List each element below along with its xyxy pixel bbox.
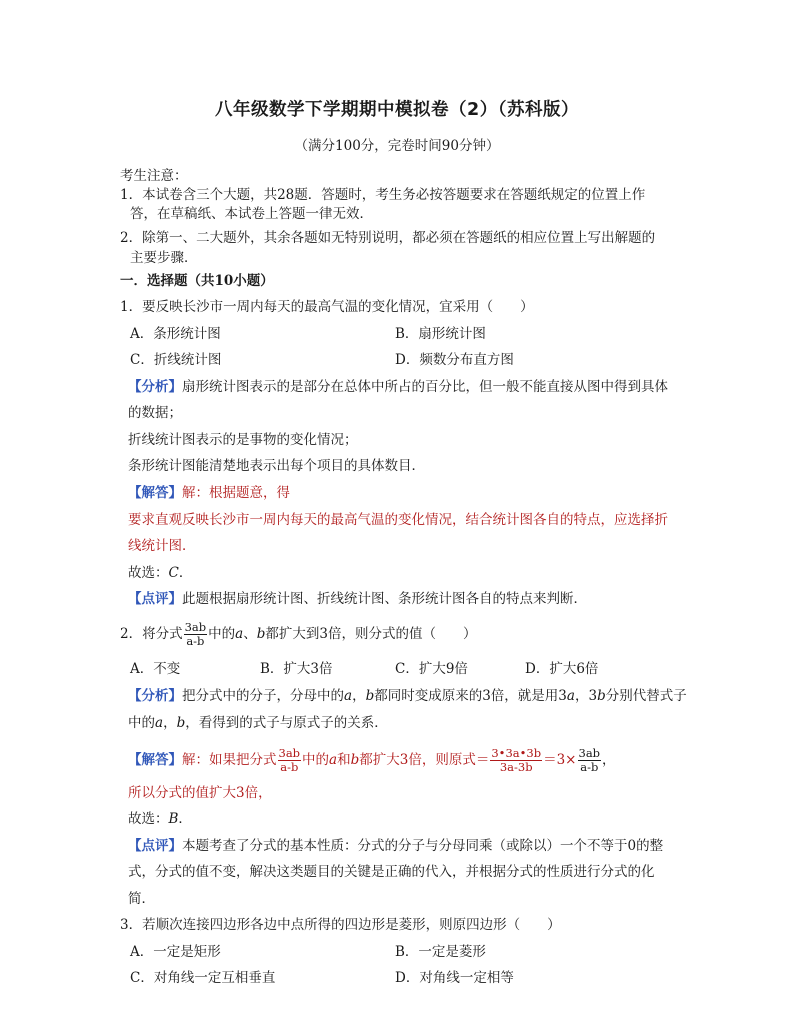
review-tag: 【点评】 xyxy=(128,591,182,607)
notice-item-1: 1．本试卷含三个大题，共28题．答题时，考生务必按答题要求在答题纸规定的位置上作 xyxy=(120,187,646,203)
q3-option-c: C．对角线一定互相垂直 xyxy=(130,970,276,986)
question-3-stem: 3．若顺次连接四边形各边中点所得的四边形是菱形，则原四边形（ ） xyxy=(120,917,561,933)
section-heading: 一．选择题（共10小题） xyxy=(120,273,274,289)
variable-a: a xyxy=(235,626,244,642)
analysis-tag: 【分析】 xyxy=(128,688,182,704)
page-title: 八年级数学下学期期中模拟卷（2）（苏科版） xyxy=(215,100,579,120)
q2-choice xyxy=(128,810,192,828)
analysis-text: ，看得到的式子与原式子的关系． xyxy=(185,715,388,731)
q1-analysis xyxy=(128,378,668,396)
stem-text: 都扩大到3倍，则分式的值（ ） xyxy=(265,626,477,642)
page-subtitle: （满分100分，完卷时间90分钟） xyxy=(294,138,500,154)
answer-tag: 【解答】 xyxy=(128,485,182,501)
variable-b: b xyxy=(365,688,375,704)
stem-text: 中的 xyxy=(208,626,236,642)
answer-text: ， xyxy=(602,752,616,768)
fraction-numerator: 3•3a•3b xyxy=(491,746,542,760)
notice-item-1-cont: 答，在草稿纸、本试卷上答题一律无效． xyxy=(130,206,373,222)
analysis-text: 分别代替式子 xyxy=(605,688,687,704)
stem-text: 2．将分式 xyxy=(120,626,183,642)
q2-option-b: B．扩大3倍 xyxy=(260,661,333,677)
choice-suffix: ． xyxy=(178,811,192,827)
fraction xyxy=(184,621,208,648)
variable-b: b xyxy=(350,752,360,768)
analysis-text: 扇形统计图表示的是部分在总体中所占的百分比，但一般不能直接从图中得到具体 xyxy=(182,379,668,395)
q2-review-line3: 简． xyxy=(128,891,155,907)
q2-option-c: C．扩大9倍 xyxy=(395,661,468,677)
q1-analysis-cont: 的数据； xyxy=(128,405,182,421)
fraction-denominator: a-b xyxy=(280,760,299,774)
q2-review-line2: 式，分式的值不变，解决这类题目的关键是正确的代入，并根据分式的性质进行分式的化 xyxy=(128,864,655,880)
q3-option-d: D．对角线一定相等 xyxy=(395,970,514,986)
question-1-stem: 1．要反映长沙市一周内每天的最高气温的变化情况，宜采用（ ） xyxy=(120,299,534,315)
variable-b: b xyxy=(597,688,606,704)
fraction-numerator: 3ab xyxy=(578,746,601,760)
choice-letter: C xyxy=(168,565,179,581)
variable-b: b xyxy=(176,715,186,731)
answer-text: 和 xyxy=(337,752,351,768)
analysis-text: ， xyxy=(352,688,366,704)
choice-suffix: ． xyxy=(178,565,193,581)
analysis-text: 中的 xyxy=(128,715,155,731)
choice-prefix: 故选： xyxy=(128,811,169,827)
review-tag: 【点评】 xyxy=(128,838,182,854)
fraction-denominator: a-b xyxy=(186,634,205,648)
analysis-text: ， xyxy=(163,715,177,731)
fraction xyxy=(278,747,302,774)
notice-heading: 考生注意： xyxy=(120,168,188,184)
q1-analysis-line4: 条形统计图能清楚地表示出每个项目的具体数目． xyxy=(128,458,425,474)
notice-item-2: 2．除第一、二大题外，其余各题如无特别说明，都必须在答题纸的相应位置上写出解题的 xyxy=(120,230,656,246)
q1-option-c: C．折线统计图 xyxy=(130,352,222,368)
analysis-text: ，3 xyxy=(574,688,598,704)
analysis-tag: 【分析】 xyxy=(128,379,182,395)
q2-analysis xyxy=(128,687,687,705)
analysis-text: 把分式中的分子，分母中的 xyxy=(182,688,344,704)
answer-tag: 【解答】 xyxy=(128,752,182,768)
variable-a: a xyxy=(329,752,338,768)
answer-text: ＝3× xyxy=(543,752,577,768)
q3-option-a: A．一定是矩形 xyxy=(130,944,221,960)
question-2-stem xyxy=(120,621,476,648)
q1-analysis-line3: 折线统计图表示的是事物的变化情况； xyxy=(128,432,358,448)
review-text: 此题根据扇形统计图、折线统计图、条形统计图各自的特点来判断． xyxy=(182,591,587,607)
fraction xyxy=(578,747,602,774)
answer-text: 解：根据题意，得 xyxy=(182,485,290,501)
answer-text: 解：如果把分式 xyxy=(182,752,277,768)
q2-analysis-cont xyxy=(128,714,388,732)
variable-b: b xyxy=(256,626,266,642)
q1-option-b: B．扇形统计图 xyxy=(395,326,486,342)
variable-a: a xyxy=(344,688,353,704)
variable-a: a xyxy=(566,688,575,704)
q2-option-a: A．不变 xyxy=(130,661,181,677)
q1-review xyxy=(128,590,587,608)
notice-item-2-cont: 主要步骤． xyxy=(130,250,198,266)
answer-text: 都扩大3倍，则原式＝ xyxy=(359,752,490,768)
variable-a: a xyxy=(155,715,164,731)
fraction-numerator: 3ab xyxy=(184,620,207,634)
q2-answer-line2: 所以分式的值扩大3倍， xyxy=(128,785,272,801)
q2-answer xyxy=(128,747,616,774)
q1-answer-line2: 要求直观反映长沙市一周内每天的最高气温的变化情况，结合统计图各自的特点，应选择折 xyxy=(128,512,668,528)
q1-option-a: A．条形统计图 xyxy=(130,326,221,342)
fraction-numerator: 3ab xyxy=(278,746,301,760)
q1-answer xyxy=(128,484,290,502)
separator: 、 xyxy=(243,626,257,642)
q1-option-d: D．频数分布直方图 xyxy=(395,352,514,368)
expanded-fraction xyxy=(490,747,542,774)
review-text: 本题考查了分式的基本性质：分式的分子与分母同乘（或除以）一个不等于0的整 xyxy=(182,838,664,854)
fraction-denominator: a-b xyxy=(580,760,599,774)
q2-review xyxy=(128,837,663,855)
choice-prefix: 故选： xyxy=(128,565,169,581)
q3-option-b: B．一定是菱形 xyxy=(395,944,486,960)
q2-option-d: D．扩大6倍 xyxy=(525,661,599,677)
analysis-text: 都同时变成原来的3倍，就是用3 xyxy=(374,688,567,704)
fraction-denominator: 3a-3b xyxy=(499,760,533,774)
q1-answer-line3: 线统计图． xyxy=(128,538,196,554)
q1-choice xyxy=(128,564,192,582)
answer-text: 中的 xyxy=(302,752,330,768)
choice-letter: B xyxy=(168,811,179,827)
